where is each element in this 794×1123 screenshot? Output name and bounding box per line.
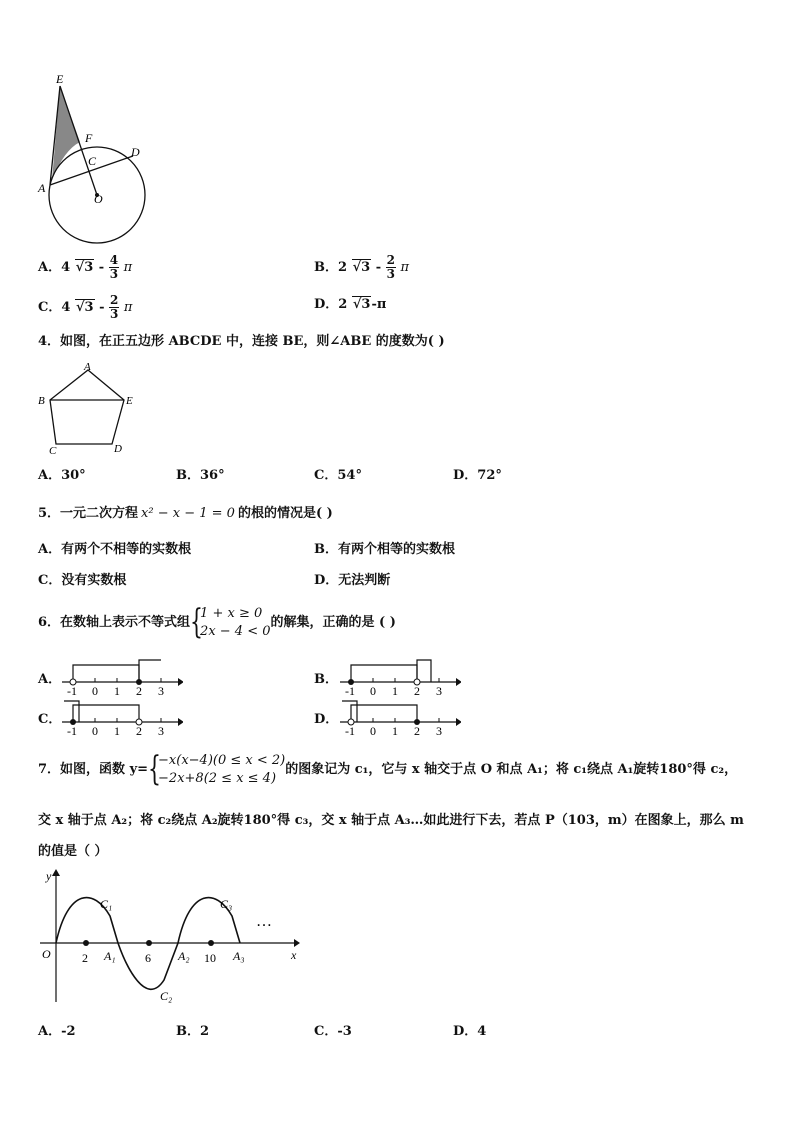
svg-text:A₂: A₂ — [178, 949, 190, 963]
svg-text:10: 10 — [204, 951, 216, 965]
svg-text:A₁: A₁ — [104, 949, 116, 963]
q5-option-b[interactable]: B．有两个相等的实数根 — [314, 542, 455, 557]
svg-text:1: 1 — [114, 684, 120, 698]
sqrt-radicand: √3 — [75, 260, 94, 275]
label-A: A — [38, 181, 46, 195]
svg-text:A₃: A₃ — [233, 949, 245, 963]
svg-text:-1: -1 — [67, 684, 77, 698]
q7-question-line2: 交 x 轴于点 A₂；将 c₂绕点 A₂旋转180°得 c₃，交 x 轴于点 A₃…如此进行下去，若点 P（103，m）在图象上，那么 m — [38, 813, 744, 828]
svg-text:1: 1 — [114, 724, 120, 738]
q3-option-c[interactable]: C．4 √3 - $\frac{2}{3}$ π — [38, 293, 133, 321]
q7-question-line3: 的值是（ ） — [38, 844, 108, 859]
svg-text:C₃: C₃ — [220, 897, 233, 911]
svg-text:3: 3 — [158, 684, 164, 698]
q5-option-a[interactable]: A．有两个不相等的实数根 — [38, 542, 192, 557]
svg-text:C₂: C₂ — [160, 989, 173, 1003]
svg-text:0: 0 — [92, 724, 98, 738]
svg-text:1: 1 — [392, 684, 398, 698]
label-D: D — [131, 145, 140, 159]
svg-text:0: 0 — [370, 684, 376, 698]
q3-circle-figure — [30, 70, 160, 245]
svg-text:6: 6 — [145, 951, 151, 965]
q3-option-a[interactable]: A．4 √3 - $\frac{4}{3}$ π — [38, 253, 133, 281]
svg-text:0: 0 — [92, 684, 98, 698]
q6-numberline-b[interactable] — [336, 657, 461, 699]
q7-graph — [36, 866, 306, 1006]
q7-option-b[interactable]: B．2 — [176, 1024, 210, 1039]
svg-text:1: 1 — [392, 724, 398, 738]
q7-option-a[interactable]: A．-2 — [38, 1024, 76, 1039]
svg-text:2: 2 — [136, 684, 142, 698]
q6-question: 6．在数轴上表示不等式组 { 1 + x ≥ 0 2x − 4 < 0 的解集，正确的是 ( ) — [38, 602, 396, 642]
label-D: D — [114, 443, 122, 455]
q6-option-c[interactable]: C． — [38, 712, 62, 727]
q4-option-b[interactable]: B．36° — [176, 468, 225, 483]
q4-option-d[interactable]: D．72° — [453, 468, 502, 483]
svg-text:3: 3 — [158, 724, 164, 738]
q6-option-a[interactable]: A． — [38, 672, 62, 687]
q5-option-d[interactable]: D．无法判断 — [314, 573, 391, 588]
q5-equation: x² − x − 1 = 0 — [141, 506, 235, 521]
svg-text:x: x — [291, 948, 297, 962]
label-E: E — [126, 395, 133, 407]
q6-inequality-system: { 1 + x ≥ 0 2x − 4 < 0 — [190, 602, 271, 642]
label-O: O — [94, 192, 103, 206]
q6-numberline-a[interactable] — [58, 657, 183, 699]
svg-text:3: 3 — [436, 724, 442, 738]
svg-text:-1: -1 — [345, 684, 355, 698]
q3-option-b[interactable]: B．2 √3 - $\frac{2}{3}$ π — [314, 253, 410, 281]
svg-text:2: 2 — [82, 951, 88, 965]
q4-pentagon-figure — [36, 360, 146, 455]
svg-text:y: y — [46, 869, 52, 883]
svg-text:2: 2 — [414, 684, 420, 698]
q4-option-c[interactable]: C．54° — [314, 468, 362, 483]
label-A: A — [84, 361, 91, 373]
label-F: F — [85, 131, 93, 145]
q5-option-c[interactable]: C．没有实数根 — [38, 573, 127, 588]
svg-text:C₁: C₁ — [100, 897, 113, 911]
q4-question: 4．如图，在正五边形 ABCDE 中，连接 BE，则∠ABE 的度数为( ) — [38, 334, 445, 349]
svg-text:3: 3 — [436, 684, 442, 698]
svg-text:-1: -1 — [345, 724, 355, 738]
svg-text:O: O — [42, 947, 51, 961]
q6-numberline-d[interactable] — [336, 697, 461, 739]
svg-text:2: 2 — [414, 724, 420, 738]
svg-text:2: 2 — [136, 724, 142, 738]
label-E: E — [56, 72, 64, 86]
q3-option-d[interactable]: D．2 √3-π — [314, 297, 387, 312]
label-B: B — [38, 395, 45, 407]
svg-text:…: … — [256, 913, 272, 930]
label-C: C — [49, 445, 57, 455]
svg-text:-1: -1 — [67, 724, 77, 738]
q7-option-d[interactable]: D．4 — [453, 1024, 487, 1039]
q6-numberline-c[interactable] — [58, 697, 183, 739]
q7-piecewise: { −x(x−4)(0 ≤ x < 2) −2x+8(2 ≤ x ≤ 4) — [148, 749, 286, 789]
q6-option-b[interactable]: B． — [314, 672, 338, 687]
q5-question: 5．一元二次方程 x² − x − 1 = 0 的根的情况是( ) — [38, 506, 333, 521]
q7-option-c[interactable]: C．-3 — [314, 1024, 352, 1039]
q7-question-line1: 7．如图，函数 y= { −x(x−4)(0 ≤ x < 2) −2x+8(2 ≤ x ≤ 4) 的图象记为 c₁，它与 x 轴交于点 O 和点 A₁；将 c₁绕点 A₁旋转180°得 c₂， — [38, 749, 738, 789]
q6-option-d[interactable]: D． — [314, 712, 339, 727]
svg-text:0: 0 — [370, 724, 376, 738]
label-C: C — [88, 154, 97, 168]
q4-option-a[interactable]: A．30° — [38, 468, 86, 483]
